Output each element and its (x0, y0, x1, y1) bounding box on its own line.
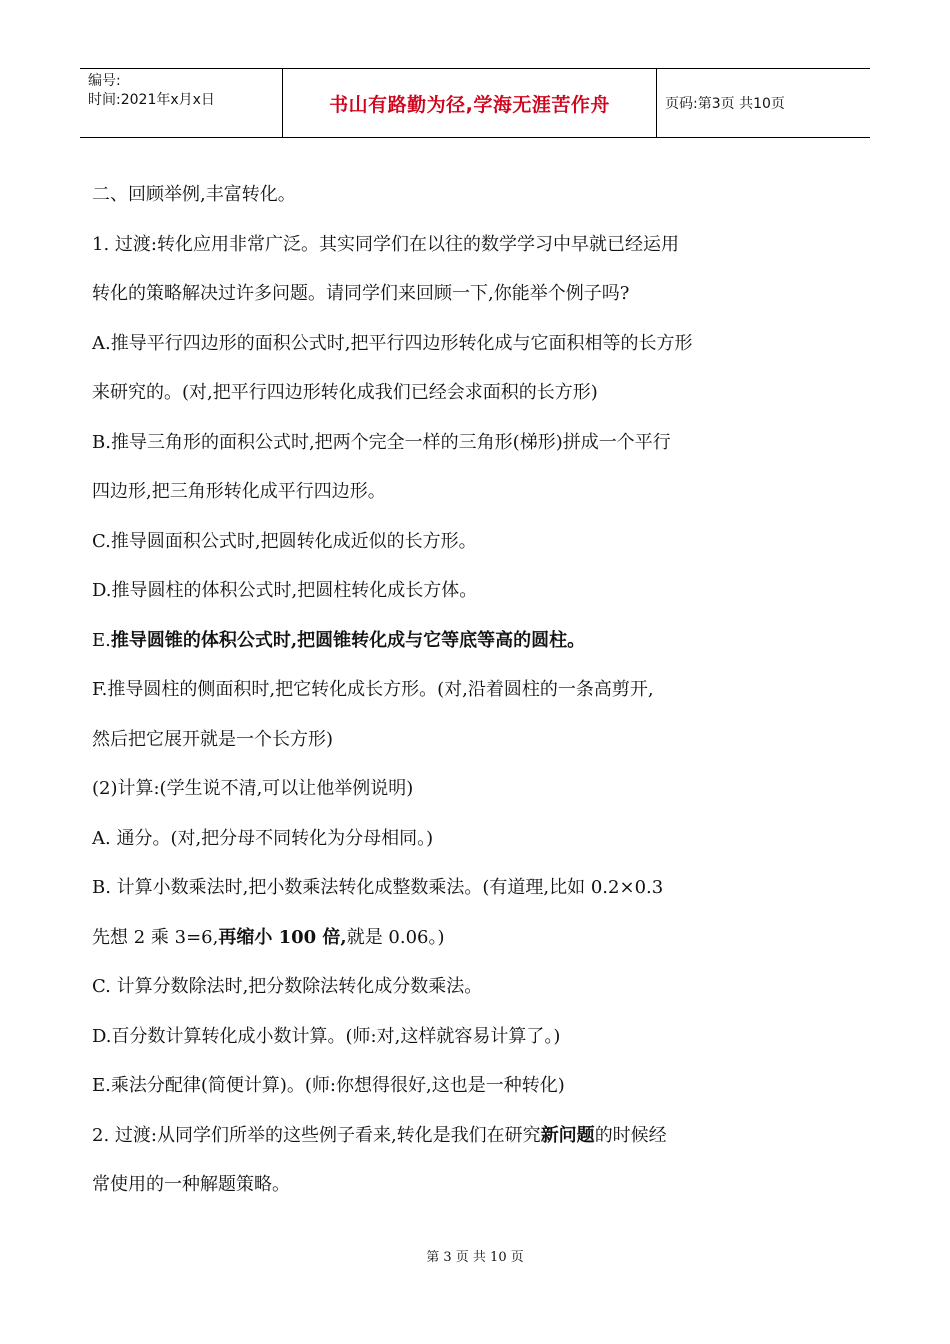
text-segment: 2. 过渡:从同学们所举的这些例子看来,转化是我们在研究 (92, 1124, 541, 1146)
text-segment: 就是 0.06。) (346, 926, 445, 948)
paragraph-line: C. 计算分数除法时,把分数除法转化成分数乘法。 (92, 976, 483, 997)
paragraph-line: 常使用的一种解题策略。 (92, 1174, 290, 1195)
paragraph-line: 1. 过渡:转化应用非常广泛。其实同学们在以往的数学学习中早就已经运用 (92, 233, 679, 255)
page-header (80, 68, 870, 138)
bold-text: 再缩小 100 倍, (218, 926, 347, 948)
paragraph-line: 然后把它展开就是一个长方形) (92, 728, 334, 750)
paragraph-line: A. 通分。(对,把分母不同转化为分母相同。) (92, 827, 434, 849)
paragraph-line: E.乘法分配律(简便计算)。(师:你想得很好,这也是一种转化) (92, 1075, 565, 1096)
bold-text: 新问题 (540, 1124, 595, 1146)
bold-text: 推导圆锥的体积公式时,把圆锥转化成与它等底等高的圆柱。 (110, 629, 586, 651)
paragraph-line: F.推导圆柱的侧面积时,把它转化成长方形。(对,沿着圆柱的一条高剪开, (92, 679, 654, 700)
paragraph-line (92, 1111, 867, 1161)
text-segment: 先想 2 乘 3=6, (92, 926, 219, 948)
text-segment: 的时候经 (594, 1124, 667, 1146)
paragraph-line (92, 616, 867, 666)
header-page-info: 页码:第3页 共10页 (665, 96, 785, 112)
paragraph-line: B. 计算小数乘法时,把小数乘法转化成整数乘法。(有道理,比如 0.2×0.3 (92, 877, 664, 898)
paragraph-line: 转化的策略解决过许多问题。请同学们来回顾一下,你能举个例子吗? (92, 283, 630, 304)
paragraph-line: C.推导圆面积公式时,把圆转化成近似的长方形。 (92, 530, 477, 552)
paragraph-line: D.百分数计算转化成小数计算。(师:对,这样就容易计算了。) (92, 1025, 561, 1047)
section-heading: 二、回顾举例,丰富转化。 (92, 184, 296, 205)
item-prefix: E. (92, 629, 111, 651)
paragraph-line: A.推导平行四边形的面积公式时,把平行四边形转化成与它面积相等的长方形 (92, 332, 693, 354)
paragraph-line: 四边形,把三角形转化成平行四边形。 (92, 481, 386, 502)
paragraph-line (92, 913, 867, 963)
paragraph-line: 来研究的。(对,把平行四边形转化成我们已经会求面积的长方形) (92, 382, 598, 403)
header-motto: 书山有路勤为径,学海无涯苦作舟 (283, 69, 657, 137)
document-date: 时间:2021年x月x日 (88, 92, 215, 108)
document-number-label: 编号: (88, 73, 121, 89)
page-footer: 第 3 页 共 10 页 (426, 1250, 524, 1265)
paragraph-line: D.推导圆柱的体积公式时,把圆柱转化成长方体。 (92, 580, 478, 601)
paragraph-line: (2)计算:(学生说不清,可以让他举例说明) (92, 778, 414, 799)
paragraph-line: B.推导三角形的面积公式时,把两个完全一样的三角形(梯形)拼成一个平行 (92, 431, 671, 453)
header-meta (80, 69, 283, 137)
document-body (92, 170, 867, 1210)
